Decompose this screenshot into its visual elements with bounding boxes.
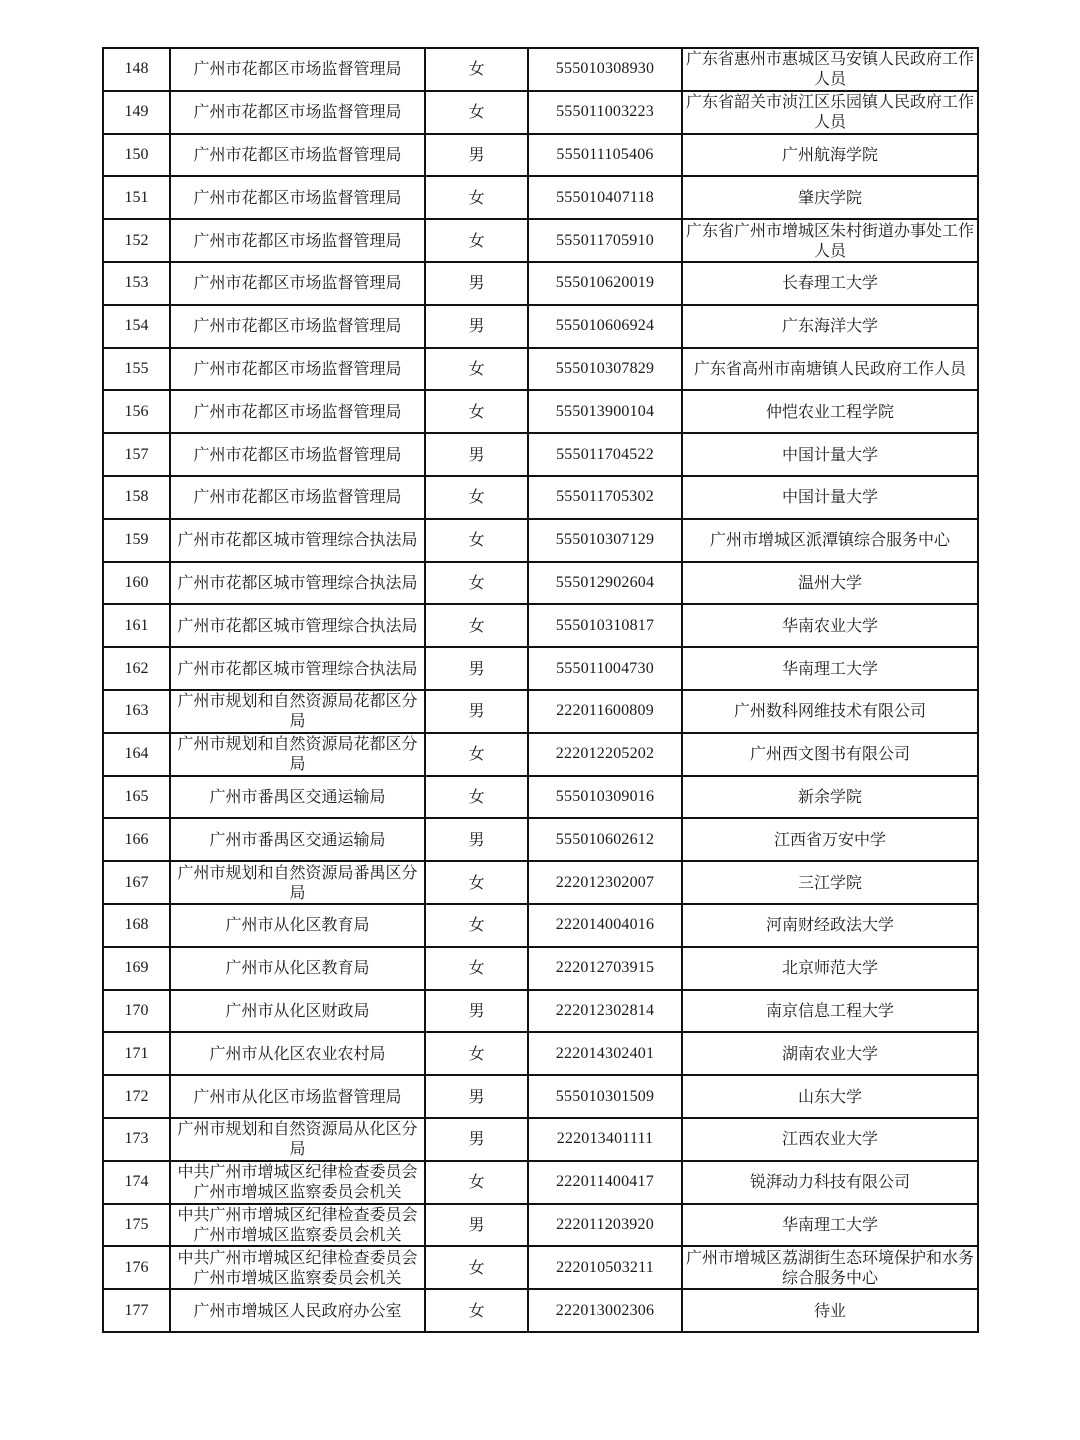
table-row [103, 219, 978, 262]
employer-unit-cell: 中共广州市增城区纪律检查委员会广州市增城区监察委员会机关 [170, 1246, 425, 1289]
row-number-cell: 174 [103, 1161, 170, 1204]
gender-cell: 男 [425, 818, 528, 861]
exam-id-cell: 222014004016 [528, 904, 682, 947]
table-row [103, 818, 978, 861]
table-row [103, 305, 978, 348]
row-number-cell: 169 [103, 947, 170, 990]
employer-unit-cell: 广州市番禺区交通运输局 [170, 776, 425, 819]
gender-cell: 男 [425, 305, 528, 348]
table-row [103, 134, 978, 177]
exam-id-cell: 555010310817 [528, 604, 682, 647]
table-row [103, 390, 978, 433]
employer-unit-cell: 广州市从化区市场监督管理局 [170, 1075, 425, 1118]
school-or-employer-cell: 锐湃动力科技有限公司 [682, 1161, 978, 1204]
employer-unit-cell: 广州市从化区财政局 [170, 990, 425, 1033]
table-row [103, 519, 978, 562]
exam-id-cell: 222012302007 [528, 861, 682, 904]
gender-cell: 女 [425, 91, 528, 134]
gender-cell: 男 [425, 647, 528, 690]
gender-cell: 男 [425, 1204, 528, 1247]
school-or-employer-cell: 河南财经政法大学 [682, 904, 978, 947]
row-number-cell: 170 [103, 990, 170, 1033]
exam-id-cell: 222013401111 [528, 1118, 682, 1161]
row-number-cell: 155 [103, 348, 170, 391]
row-number-cell: 153 [103, 262, 170, 305]
table-row [103, 48, 978, 91]
school-or-employer-cell: 江西农业大学 [682, 1118, 978, 1161]
employer-unit-cell: 广州市花都区市场监督管理局 [170, 48, 425, 91]
row-number-cell: 175 [103, 1204, 170, 1247]
employer-unit-cell: 广州市花都区市场监督管理局 [170, 219, 425, 262]
employer-unit-cell: 广州市花都区城市管理综合执法局 [170, 519, 425, 562]
exam-id-cell: 555012902604 [528, 562, 682, 605]
exam-id-cell: 222012703915 [528, 947, 682, 990]
school-or-employer-cell: 温州大学 [682, 562, 978, 605]
employer-unit-cell: 广州市花都区市场监督管理局 [170, 390, 425, 433]
row-number-cell: 160 [103, 562, 170, 605]
school-or-employer-cell: 广东省惠州市惠城区马安镇人民政府工作人员 [682, 48, 978, 91]
exam-id-cell: 222013002306 [528, 1289, 682, 1332]
row-number-cell: 158 [103, 476, 170, 519]
table-row [103, 604, 978, 647]
table-row [103, 1289, 978, 1332]
employer-unit-cell: 广州市花都区市场监督管理局 [170, 262, 425, 305]
school-or-employer-cell: 湖南农业大学 [682, 1032, 978, 1075]
gender-cell: 女 [425, 219, 528, 262]
gender-cell: 男 [425, 433, 528, 476]
employer-unit-cell: 广州市规划和自然资源局花都区分局 [170, 690, 425, 733]
employer-unit-cell: 广州市花都区市场监督管理局 [170, 476, 425, 519]
gender-cell: 男 [425, 990, 528, 1033]
school-or-employer-cell: 山东大学 [682, 1075, 978, 1118]
row-number-cell: 149 [103, 91, 170, 134]
school-or-employer-cell: 广东省广州市增城区朱村街道办事处工作人员 [682, 219, 978, 262]
row-number-cell: 162 [103, 647, 170, 690]
employer-unit-cell: 广州市花都区市场监督管理局 [170, 348, 425, 391]
gender-cell: 女 [425, 1032, 528, 1075]
exam-id-cell: 555011705910 [528, 219, 682, 262]
school-or-employer-cell: 肇庆学院 [682, 176, 978, 219]
table-row [103, 990, 978, 1033]
table-row [103, 1246, 978, 1289]
row-number-cell: 167 [103, 861, 170, 904]
employer-unit-cell: 中共广州市增城区纪律检查委员会广州市增城区监察委员会机关 [170, 1161, 425, 1204]
employer-unit-cell: 广州市规划和自然资源局番禺区分局 [170, 861, 425, 904]
row-number-cell: 163 [103, 690, 170, 733]
gender-cell: 女 [425, 562, 528, 605]
table-row [103, 433, 978, 476]
employer-unit-cell: 广州市增城区人民政府办公室 [170, 1289, 425, 1332]
employer-unit-cell: 广州市花都区市场监督管理局 [170, 134, 425, 177]
gender-cell: 女 [425, 604, 528, 647]
table-row [103, 861, 978, 904]
gender-cell: 男 [425, 134, 528, 177]
school-or-employer-cell: 广州市增城区派潭镇综合服务中心 [682, 519, 978, 562]
gender-cell: 女 [425, 1246, 528, 1289]
employer-unit-cell: 广州市花都区市场监督管理局 [170, 91, 425, 134]
row-number-cell: 165 [103, 776, 170, 819]
school-or-employer-cell: 中国计量大学 [682, 433, 978, 476]
employer-unit-cell: 广州市花都区市场监督管理局 [170, 305, 425, 348]
employer-unit-cell: 广州市花都区城市管理综合执法局 [170, 604, 425, 647]
row-number-cell: 176 [103, 1246, 170, 1289]
gender-cell: 女 [425, 904, 528, 947]
school-or-employer-cell: 南京信息工程大学 [682, 990, 978, 1033]
row-number-cell: 161 [103, 604, 170, 647]
exam-id-cell: 555010407118 [528, 176, 682, 219]
gender-cell: 女 [425, 176, 528, 219]
roster-table-body [103, 48, 978, 1332]
table-row [103, 647, 978, 690]
gender-cell: 女 [425, 519, 528, 562]
exam-id-cell: 555010606924 [528, 305, 682, 348]
school-or-employer-cell: 待业 [682, 1289, 978, 1332]
exam-id-cell: 222011400417 [528, 1161, 682, 1204]
row-number-cell: 159 [103, 519, 170, 562]
row-number-cell: 172 [103, 1075, 170, 1118]
school-or-employer-cell: 仲恺农业工程学院 [682, 390, 978, 433]
gender-cell: 女 [425, 48, 528, 91]
gender-cell: 女 [425, 1289, 528, 1332]
employer-unit-cell: 广州市规划和自然资源局花都区分局 [170, 733, 425, 776]
table-row [103, 1118, 978, 1161]
row-number-cell: 177 [103, 1289, 170, 1332]
employer-unit-cell: 广州市花都区市场监督管理局 [170, 176, 425, 219]
table-row [103, 176, 978, 219]
gender-cell: 男 [425, 1118, 528, 1161]
table-row [103, 476, 978, 519]
table-row [103, 733, 978, 776]
school-or-employer-cell: 广州数科网维技术有限公司 [682, 690, 978, 733]
table-row [103, 776, 978, 819]
table-row [103, 690, 978, 733]
exam-id-cell: 222010503211 [528, 1246, 682, 1289]
row-number-cell: 156 [103, 390, 170, 433]
row-number-cell: 148 [103, 48, 170, 91]
school-or-employer-cell: 江西省万安中学 [682, 818, 978, 861]
exam-id-cell: 555013900104 [528, 390, 682, 433]
gender-cell: 男 [425, 262, 528, 305]
school-or-employer-cell: 新余学院 [682, 776, 978, 819]
table-row [103, 262, 978, 305]
exam-id-cell: 555010307129 [528, 519, 682, 562]
table-row [103, 562, 978, 605]
exam-id-cell: 555011003223 [528, 91, 682, 134]
table-row [103, 1075, 978, 1118]
row-number-cell: 166 [103, 818, 170, 861]
exam-id-cell: 222014302401 [528, 1032, 682, 1075]
gender-cell: 女 [425, 861, 528, 904]
employer-unit-cell: 广州市花都区城市管理综合执法局 [170, 562, 425, 605]
school-or-employer-cell: 广东海洋大学 [682, 305, 978, 348]
gender-cell: 女 [425, 476, 528, 519]
employer-unit-cell: 广州市规划和自然资源局从化区分局 [170, 1118, 425, 1161]
school-or-employer-cell: 广东省高州市南塘镇人民政府工作人员 [682, 348, 978, 391]
exam-id-cell: 555010309016 [528, 776, 682, 819]
exam-id-cell: 222012205202 [528, 733, 682, 776]
gender-cell: 女 [425, 776, 528, 819]
gender-cell: 男 [425, 1075, 528, 1118]
candidate-roster-table [102, 47, 979, 1333]
school-or-employer-cell: 华南理工大学 [682, 1204, 978, 1247]
row-number-cell: 168 [103, 904, 170, 947]
table-row [103, 1032, 978, 1075]
school-or-employer-cell: 广州市增城区荔湖街生态环境保护和水务综合服务中心 [682, 1246, 978, 1289]
exam-id-cell: 555010620019 [528, 262, 682, 305]
school-or-employer-cell: 中国计量大学 [682, 476, 978, 519]
employer-unit-cell: 广州市从化区教育局 [170, 904, 425, 947]
school-or-employer-cell: 广东省韶关市浈江区乐园镇人民政府工作人员 [682, 91, 978, 134]
exam-id-cell: 555010308930 [528, 48, 682, 91]
gender-cell: 女 [425, 390, 528, 433]
school-or-employer-cell: 广州航海学院 [682, 134, 978, 177]
exam-id-cell: 555011004730 [528, 647, 682, 690]
table-row [103, 348, 978, 391]
row-number-cell: 152 [103, 219, 170, 262]
row-number-cell: 151 [103, 176, 170, 219]
row-number-cell: 171 [103, 1032, 170, 1075]
row-number-cell: 157 [103, 433, 170, 476]
school-or-employer-cell: 华南理工大学 [682, 647, 978, 690]
employer-unit-cell: 中共广州市增城区纪律检查委员会广州市增城区监察委员会机关 [170, 1204, 425, 1247]
table-row [103, 947, 978, 990]
employer-unit-cell: 广州市花都区城市管理综合执法局 [170, 647, 425, 690]
row-number-cell: 150 [103, 134, 170, 177]
school-or-employer-cell: 华南农业大学 [682, 604, 978, 647]
exam-id-cell: 555010307829 [528, 348, 682, 391]
table-row [103, 904, 978, 947]
gender-cell: 女 [425, 348, 528, 391]
employer-unit-cell: 广州市从化区农业农村局 [170, 1032, 425, 1075]
row-number-cell: 173 [103, 1118, 170, 1161]
school-or-employer-cell: 广州西文图书有限公司 [682, 733, 978, 776]
gender-cell: 女 [425, 733, 528, 776]
gender-cell: 男 [425, 690, 528, 733]
exam-id-cell: 555010602612 [528, 818, 682, 861]
exam-id-cell: 222011600809 [528, 690, 682, 733]
gender-cell: 女 [425, 947, 528, 990]
exam-id-cell: 555011704522 [528, 433, 682, 476]
employer-unit-cell: 广州市从化区教育局 [170, 947, 425, 990]
exam-id-cell: 555010301509 [528, 1075, 682, 1118]
row-number-cell: 154 [103, 305, 170, 348]
school-or-employer-cell: 北京师范大学 [682, 947, 978, 990]
exam-id-cell: 222011203920 [528, 1204, 682, 1247]
employer-unit-cell: 广州市花都区市场监督管理局 [170, 433, 425, 476]
table-row [103, 91, 978, 134]
school-or-employer-cell: 长春理工大学 [682, 262, 978, 305]
gender-cell: 女 [425, 1161, 528, 1204]
row-number-cell: 164 [103, 733, 170, 776]
employer-unit-cell: 广州市番禺区交通运输局 [170, 818, 425, 861]
school-or-employer-cell: 三江学院 [682, 861, 978, 904]
table-row [103, 1204, 978, 1247]
exam-id-cell: 555011105406 [528, 134, 682, 177]
exam-id-cell: 222012302814 [528, 990, 682, 1033]
table-row [103, 1161, 978, 1204]
exam-id-cell: 555011705302 [528, 476, 682, 519]
